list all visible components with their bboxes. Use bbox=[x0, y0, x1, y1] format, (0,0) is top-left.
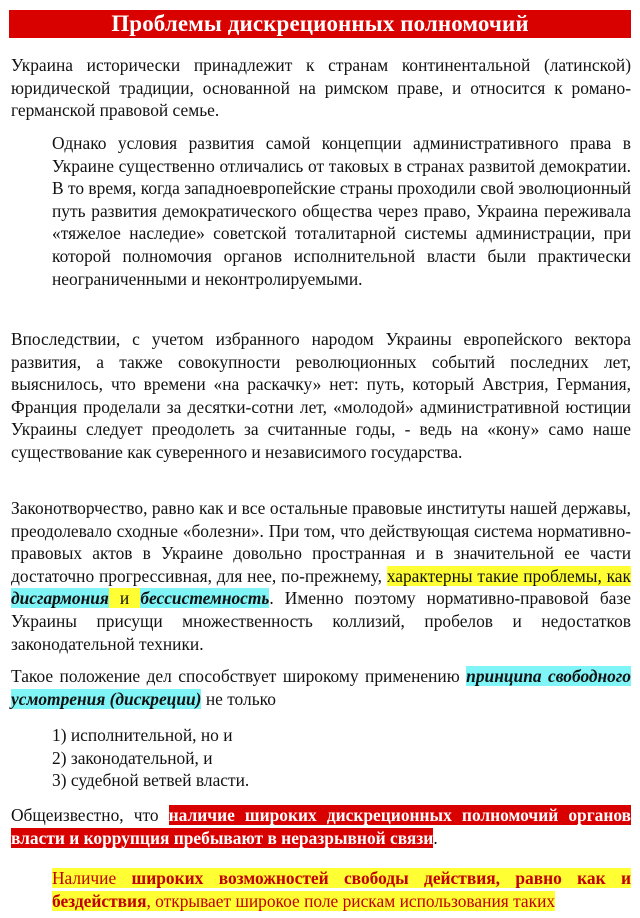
paragraph-lawmaking bbox=[11, 497, 631, 655]
highlight-cyan-discretion: принципа свободного усмотрения (дискреции) bbox=[11, 666, 631, 709]
highlight-cyan-disharmony: дисгармония bbox=[11, 588, 109, 609]
text-segment: не только bbox=[201, 688, 276, 709]
list-item: 2) законодательной, и bbox=[52, 747, 213, 768]
text-segment: , открывает широкое поле рискам использования таких bbox=[146, 890, 556, 911]
paragraph-discretion-principle bbox=[11, 665, 631, 710]
highlight-yellow-and: и bbox=[108, 588, 141, 609]
paragraph-european-vector: Впоследствии, с учетом избранного народом Украины европейского вектора развития, а также совокупности революционных событий последних лет, выяснилось, что времени «на раскачку» нет: путь, который Австрия, Германия, Франция проделали за десятки-сотни лет, «молодой» административной юстиции Украины следует преодолеть за считанные годы, - ведь на «кону» само наше существование как суверенного и независимого государства. bbox=[11, 329, 631, 462]
text-segment: Законотворчество, равно как и все остальные правовые институты нашей державы, преодолевало сходные «болезни». При том, что действующая система нормативно-правовых актов в Украине довольно пространная и в значительной ее части достаточно прогрессивная, для нее, по-прежнему, bbox=[11, 498, 631, 586]
text-segment: . bbox=[433, 827, 438, 848]
text-segment: Наличие bbox=[52, 868, 132, 888]
highlight-yellow: характерны такие проблемы, как bbox=[386, 565, 631, 586]
highlight-cyan-unsystematic: бессистемность bbox=[140, 588, 270, 609]
highlight-yellow-block bbox=[52, 868, 631, 911]
list-item: 3) судебной ветвей власти. bbox=[52, 770, 250, 791]
highlight-red-corruption: наличие широких дискреционных полномочий органов власти и коррупция пребывают в неразрывной связи bbox=[11, 805, 631, 848]
text-segment: . Именно поэтому нормативно-правовой базе Украины присущи множественность коллизий, пробелов и недостатков законодательной техники. bbox=[11, 588, 631, 654]
paragraph-intro: Украина исторически принадлежит к странам континентальной (латинской) юридической традиции, основанной на римском праве, и относится к романо-германской правовой семье. bbox=[11, 55, 631, 121]
page-title: Проблемы дискреционных полномочий bbox=[9, 10, 631, 38]
list-item: 1) исполнительной, но и bbox=[52, 725, 233, 745]
text-segment: Такое положение дел способствует широкому применению bbox=[11, 666, 467, 686]
paragraph-corruption bbox=[11, 804, 631, 849]
paragraph-indented-history: Однако условия развития самой концепции административного права в Украине существенно отличались от таковых в странах развитой демократии. В то время, когда западноевропейские страны проходили свой эволюционный путь развития демократического общества через право, Украина переживала «тяжелое наследие» советской тоталитарной системы администрации, при которой полномочия органов исполнительной власти были практически неограниченными и неконтролируемыми. bbox=[52, 133, 631, 289]
bold-segment: широких возможностей свободы действия, равно как и бездействия bbox=[52, 868, 631, 911]
text-segment: Общеизвестно, что bbox=[11, 805, 169, 825]
paragraph-freedom-of-action bbox=[52, 867, 631, 912]
branches-list bbox=[52, 724, 249, 792]
